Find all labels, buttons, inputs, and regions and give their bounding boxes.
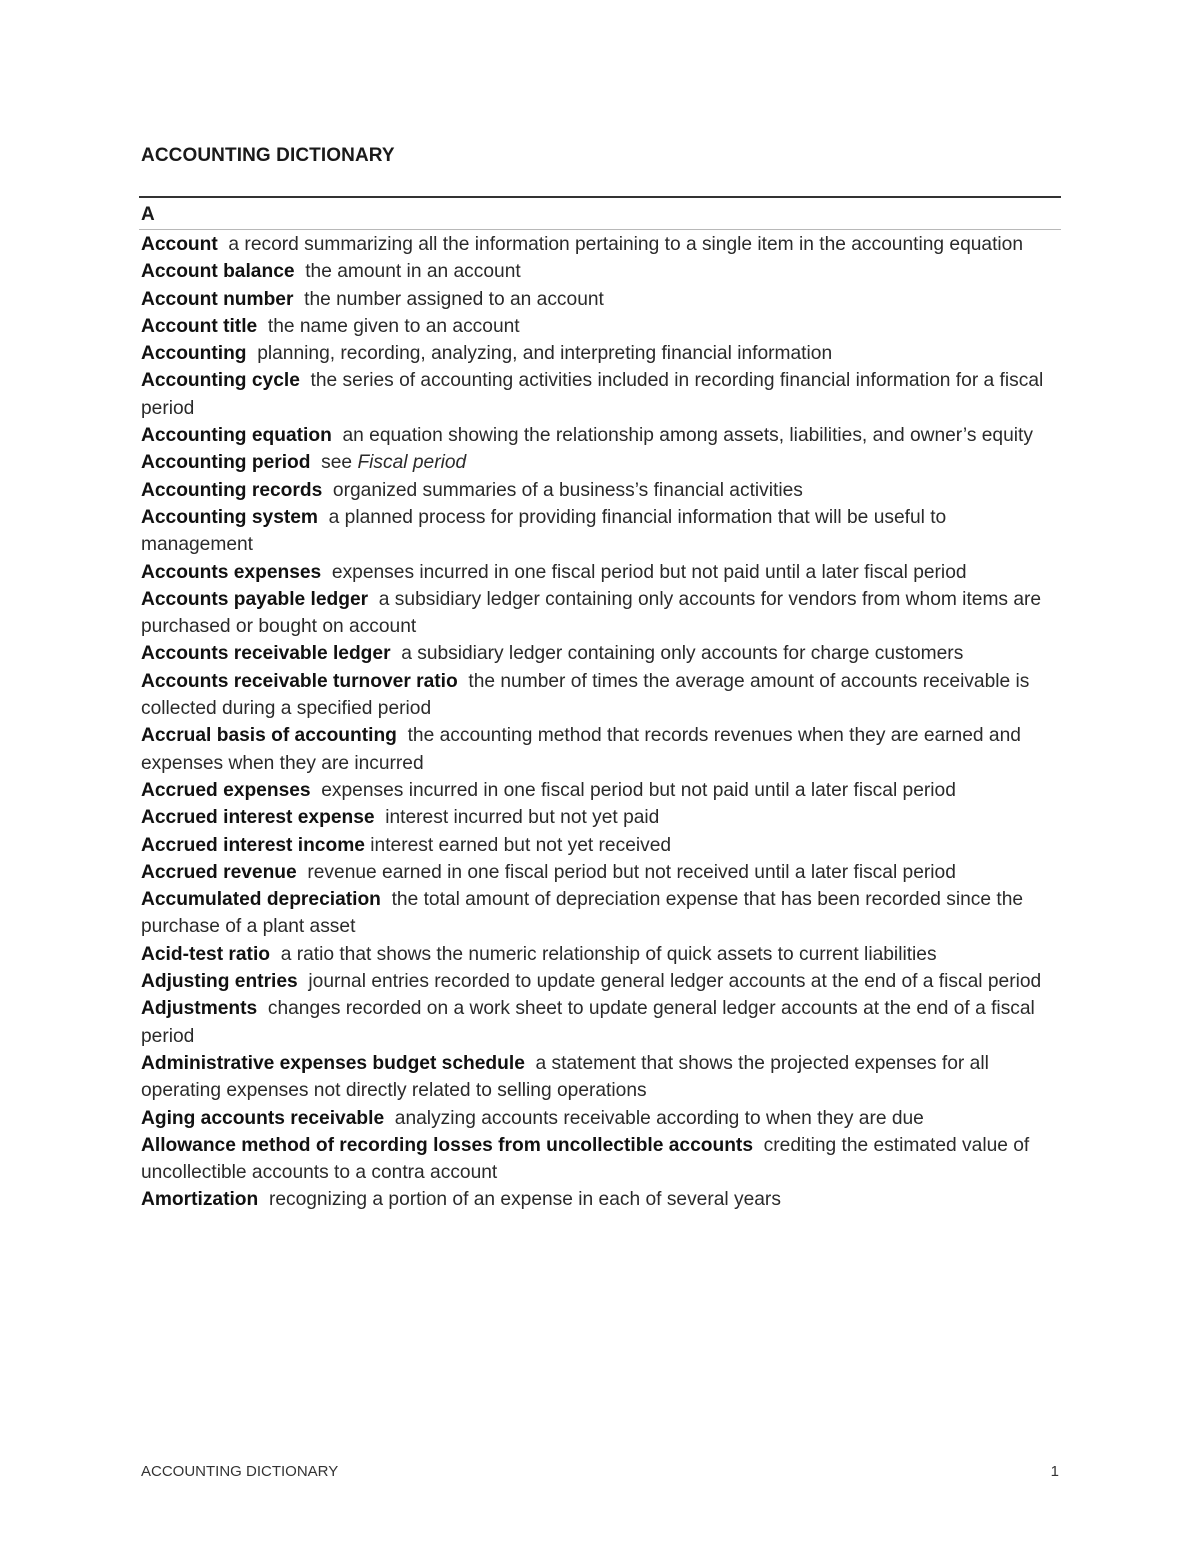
entry-separator bbox=[298, 971, 309, 992]
entry-definition: crediting the estimated value of uncollectible accounts to a contra account bbox=[141, 1134, 1030, 1184]
entry-cross-reference: Fiscal period bbox=[357, 452, 467, 474]
entry-term: Accounting period bbox=[141, 452, 311, 474]
entry-term: Aging accounts receivable bbox=[141, 1107, 385, 1129]
entry-definition: expenses incurred in one fiscal period but not paid until a later fiscal period bbox=[331, 561, 967, 583]
dictionary-entry bbox=[141, 586, 1061, 641]
entry-definition: a record summarizing all the information pertaining to a single item in the accounting equation bbox=[228, 234, 1024, 255]
footer-label: ACCOUNTING DICTIONARY bbox=[141, 1463, 339, 1480]
entry-separator bbox=[322, 480, 333, 501]
entry-term: Accounting records bbox=[141, 479, 323, 501]
entry-term: Accumulated depreciation bbox=[141, 889, 381, 911]
entry-term: Acid-test ratio bbox=[141, 943, 271, 965]
dictionary-entry bbox=[141, 340, 1061, 367]
dictionary-entry bbox=[141, 968, 1061, 995]
entry-separator bbox=[397, 725, 408, 746]
entry-separator bbox=[218, 234, 229, 255]
page-number: 1 bbox=[1050, 1463, 1059, 1480]
dictionary-entry bbox=[141, 1105, 1061, 1132]
dictionary-entry bbox=[141, 722, 1061, 777]
document-title: ACCOUNTING DICTIONARY bbox=[141, 145, 395, 166]
dictionary-entry bbox=[141, 1050, 1061, 1105]
entry-separator bbox=[753, 1135, 764, 1156]
dictionary-entry bbox=[141, 995, 1061, 1050]
entry-definition: a subsidiary ledger containing only accounts for charge customers bbox=[401, 643, 964, 665]
entry-term: Accounting bbox=[141, 343, 247, 365]
entry-term: Administrative expenses budget schedule bbox=[141, 1052, 525, 1074]
entry-term: Accounts expenses bbox=[141, 561, 322, 583]
entry-definition: analyzing accounts receivable according to when they are due bbox=[394, 1107, 924, 1129]
dictionary-entry bbox=[141, 832, 1061, 859]
dictionary-entry bbox=[141, 886, 1061, 941]
dictionary-entry bbox=[141, 504, 1061, 559]
entry-term: Accounts receivable turnover ratio bbox=[141, 670, 458, 692]
entry-term: Account balance bbox=[141, 261, 295, 283]
entry-term: Accounting system bbox=[141, 506, 318, 528]
entry-separator bbox=[247, 343, 258, 364]
entry-term: Accrued interest income bbox=[141, 834, 365, 856]
entry-separator bbox=[332, 425, 343, 446]
dictionary-entry bbox=[141, 859, 1061, 886]
entry-definition: changes recorded on a work sheet to update general ledger accounts at the end of a fiscal period bbox=[141, 998, 1035, 1047]
dictionary-entry bbox=[141, 286, 1061, 313]
entry-term: Adjusting entries bbox=[141, 971, 298, 993]
entry-definition: revenue earned in one fiscal period but not received until a later fiscal period bbox=[307, 861, 956, 883]
entry-definition: planning, recording, analyzing, and interpreting financial information bbox=[257, 343, 833, 365]
entry-separator bbox=[381, 889, 392, 910]
entry-separator bbox=[295, 261, 306, 282]
entry-term: Accounts receivable ledger bbox=[141, 643, 391, 665]
entry-separator bbox=[391, 643, 402, 664]
entry-definition: a planned process for providing financial information that will be useful to management bbox=[141, 506, 947, 556]
entry-definition: journal entries recorded to update general ledger accounts at the end of a fiscal period bbox=[308, 971, 1042, 993]
entry-definition: the name given to an account bbox=[267, 315, 520, 337]
entry-definition: an equation showing the relationship among assets, liabilities, and owner’s equity bbox=[342, 425, 1033, 447]
dictionary-entry bbox=[141, 477, 1061, 504]
dictionary-entry bbox=[141, 640, 1061, 667]
entry-definition: a statement that shows the projected expenses for all operating expenses not directly related to selling operations bbox=[141, 1052, 989, 1102]
entry-separator bbox=[270, 944, 281, 965]
entry-separator bbox=[525, 1053, 536, 1074]
section-divider bbox=[139, 229, 1061, 230]
dictionary-entry bbox=[141, 804, 1061, 831]
entry-term: Accounting equation bbox=[141, 425, 332, 447]
entry-definition: a subsidiary ledger containing only accounts for vendors from whom items are purchased or bought on account bbox=[141, 588, 1042, 638]
dictionary-entry bbox=[141, 668, 1061, 723]
entry-separator bbox=[318, 507, 329, 528]
entry-term: Account title bbox=[141, 315, 258, 337]
dictionary-entry bbox=[141, 1186, 1061, 1213]
dictionary-entry bbox=[141, 313, 1061, 340]
entry-definition: a ratio that shows the numeric relationship of quick assets to current liabilities bbox=[280, 943, 937, 965]
dictionary-entry bbox=[141, 258, 1061, 285]
entry-separator bbox=[257, 998, 268, 1019]
dictionary-entry bbox=[141, 367, 1061, 422]
dictionary-entry bbox=[141, 559, 1061, 586]
entry-definition: organized summaries of a business’s financial activities bbox=[332, 479, 803, 501]
entry-definition: the number assigned to an account bbox=[304, 288, 604, 310]
entry-term: Accrued interest expense bbox=[141, 807, 375, 829]
document-page bbox=[141, 0, 1061, 1553]
entry-definition: interest earned but not yet received bbox=[370, 834, 672, 856]
entry-term: Accounts payable ledger bbox=[141, 588, 369, 610]
dictionary-entry bbox=[141, 231, 1061, 258]
dictionary-entries-list bbox=[141, 231, 1061, 1214]
entry-term: Adjustments bbox=[141, 998, 258, 1020]
entry-separator bbox=[257, 316, 268, 337]
entry-definition: the accounting method that records revenues when they are earned and expenses when they are incurred bbox=[141, 725, 1021, 774]
entry-separator bbox=[310, 452, 321, 473]
entry-term: Account bbox=[141, 234, 218, 255]
entry-term: Accrued expenses bbox=[141, 779, 311, 801]
entry-separator bbox=[384, 1108, 395, 1129]
entry-separator bbox=[368, 589, 379, 610]
section-letter-heading: A bbox=[141, 204, 155, 225]
entry-term: Account number bbox=[141, 288, 294, 310]
dictionary-entry bbox=[141, 941, 1061, 968]
entry-definition: the amount in an account bbox=[305, 261, 521, 283]
entry-separator bbox=[321, 562, 332, 583]
dictionary-entry bbox=[141, 1132, 1061, 1187]
dictionary-entry bbox=[141, 449, 1061, 476]
entry-separator bbox=[458, 671, 469, 692]
entry-term: Accounting cycle bbox=[141, 370, 300, 392]
entry-definition: see bbox=[321, 452, 358, 474]
entry-separator bbox=[311, 780, 322, 801]
entry-definition: the number of times the average amount of accounts receivable is collected during a specified period bbox=[141, 670, 1030, 720]
entry-definition: interest incurred but not yet paid bbox=[385, 807, 660, 829]
entry-separator bbox=[375, 807, 386, 828]
title-divider bbox=[139, 196, 1061, 198]
entry-separator bbox=[300, 370, 311, 391]
page-footer bbox=[141, 1463, 1059, 1480]
dictionary-entry bbox=[141, 777, 1061, 804]
entry-separator bbox=[297, 862, 308, 883]
entry-term: Accrued revenue bbox=[141, 861, 297, 883]
entry-definition: recognizing a portion of an expense in each of several years bbox=[268, 1189, 781, 1211]
entry-term: Amortization bbox=[141, 1189, 259, 1211]
entry-separator bbox=[293, 289, 304, 310]
entry-definition: expenses incurred in one fiscal period but not paid until a later fiscal period bbox=[321, 779, 956, 801]
entry-definition: the series of accounting activities included in recording financial information for a fiscal period bbox=[141, 370, 1044, 419]
dictionary-entry bbox=[141, 422, 1061, 449]
entry-separator bbox=[258, 1189, 269, 1210]
entry-definition: the total amount of depreciation expense that has been recorded since the purchase of a plant asset bbox=[141, 889, 1024, 938]
entry-term: Allowance method of recording losses from uncollectible accounts bbox=[141, 1134, 753, 1156]
entry-term: Accrual basis of accounting bbox=[141, 725, 397, 747]
